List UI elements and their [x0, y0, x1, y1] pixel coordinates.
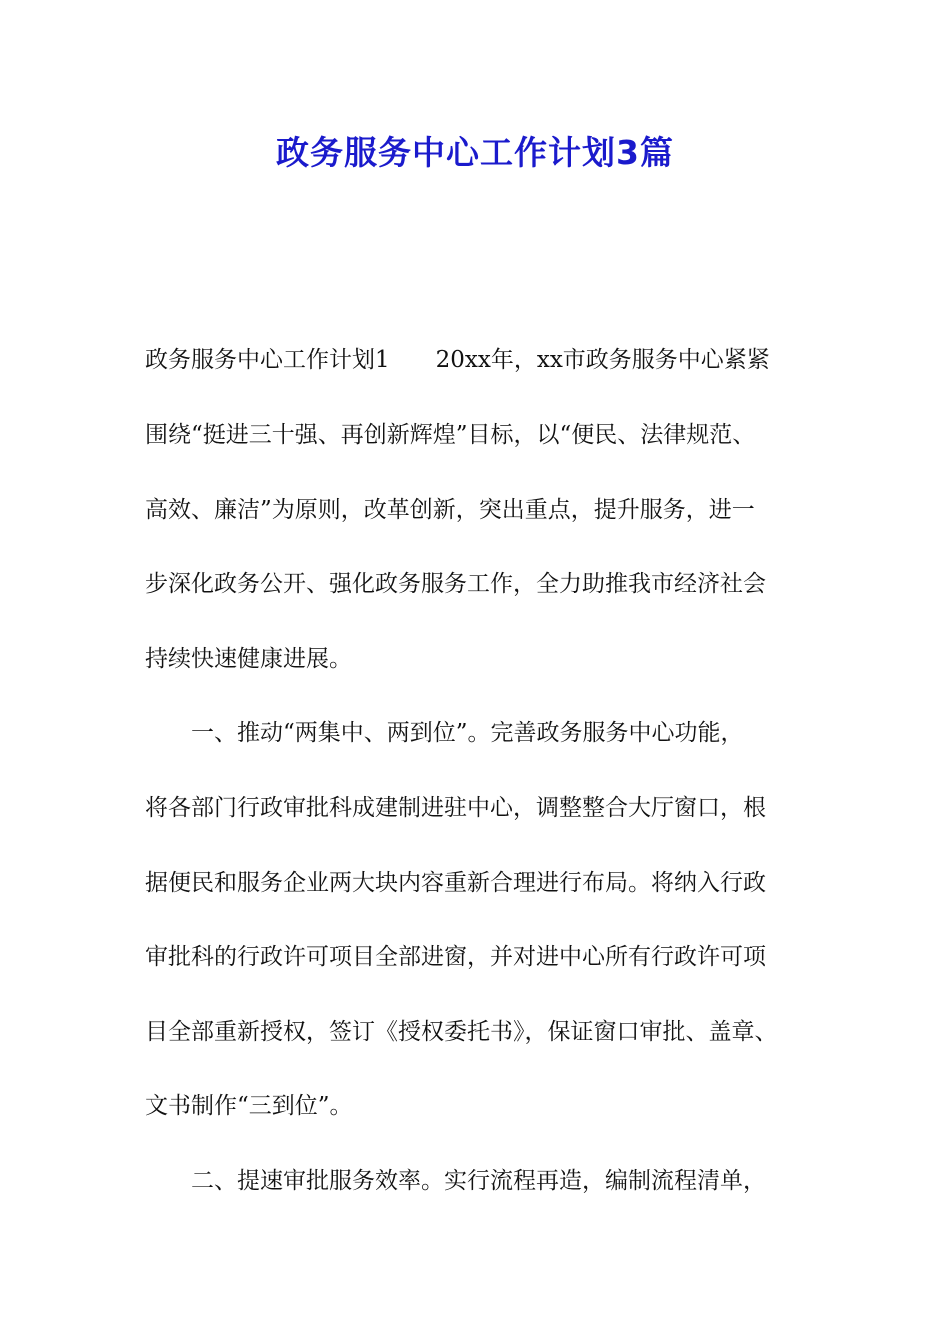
paragraph-line: 目全部重新授权，签订《授权委托书》，保证窗口审批、盖章、 — [145, 1019, 778, 1045]
paragraph-line: 步深化政务公开、强化政务服务工作，全力助推我市经济社会 — [145, 571, 766, 597]
paragraph-line: 围绕“挺进三十强、再创新辉煌”目标，以“便民、法律规范、 — [145, 422, 756, 448]
paragraph-line: 据便民和服务企业两大块内容重新合理进行布局。将纳入行政 — [145, 870, 766, 896]
paragraph-line: 高效、廉洁”为原则，改革创新，突出重点，提升服务，进一 — [145, 497, 755, 523]
paragraph-line: 将各部门行政审批科成建制进驻中心，调整整合大厅窗口，根 — [145, 795, 766, 821]
paragraph-line: 二、提速审批服务效率。实行流程再造，编制流程清单， — [145, 1168, 766, 1194]
paragraph-line: 文书制作“三到位”。 — [145, 1093, 353, 1119]
document-title: 政务服务中心工作计划3篇 — [276, 133, 674, 172]
paragraph-line: 一、推动“两集中、两到位”。完善政务服务中心功能， — [145, 720, 744, 746]
paragraph-line: 持续快速健康进展。 — [145, 646, 352, 672]
paragraph-line: 政务服务中心工作计划1 20xx年，xx市政务服务中心紧紧 — [145, 347, 770, 373]
paragraph-line: 审批科的行政许可项目全部进窗，并对进中心所有行政许可项 — [145, 944, 766, 970]
